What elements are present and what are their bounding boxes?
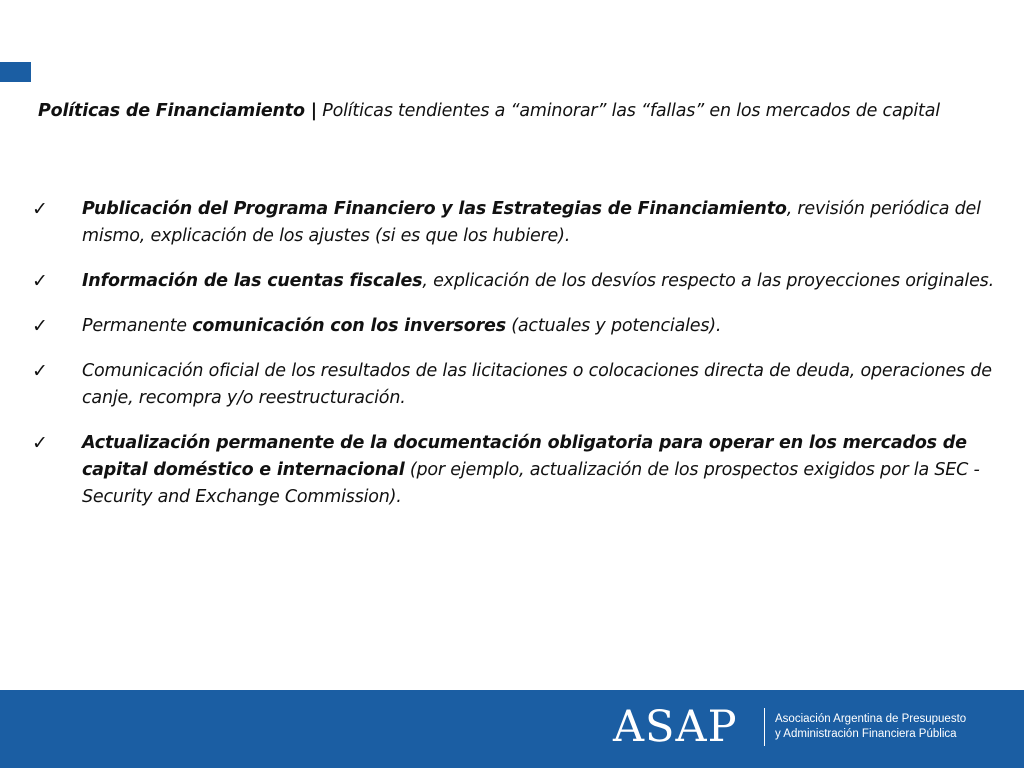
bullet-item [30, 268, 1000, 295]
bullet-lead: Permanente [82, 316, 193, 336]
title-rest: Políticas tendientes a “aminorar” las “fallas” en los mercados de capital [316, 101, 940, 121]
bullet-list [30, 196, 1000, 529]
org-line-1: Asociación Argentina de Presupuesto [775, 713, 967, 725]
bullet-text: (por ejemplo, actualización de los prospectos exigidos por la SEC - Security and Exchange Commission). [82, 460, 980, 507]
bullet-item [30, 358, 1000, 412]
footer-bar [0, 690, 1024, 768]
bullet-lead: Comunicación oficial de los resultados de las licitaciones o colocaciones directa de deuda, operaciones de canje, recompra y/o reestructuración. [82, 361, 992, 408]
asap-logo: ASAP [613, 702, 738, 752]
accent-square [0, 62, 31, 82]
bullet-bold: Publicación del Programa Financiero y las Estrategias de Financiamiento [82, 199, 787, 219]
bullet-bold: comunicación con los inversores [192, 316, 506, 336]
bullet-text: , explicación de los desvíos respecto a las proyecciones originales. [422, 271, 994, 291]
bullet-item [30, 430, 1000, 511]
bullet-bold: Información de las cuentas fiscales [82, 271, 423, 291]
check-mark-icon: ✓ [32, 198, 48, 220]
org-line-2: y Administración Financiera Pública [775, 728, 957, 740]
bullet-item [30, 196, 1000, 250]
title-bold: Políticas de Financiamiento | [38, 101, 317, 121]
bullet-item [30, 313, 1000, 340]
bullet-bold: Actualización permanente de la documentación obligatoria para operar en los mercados de capital doméstico e internacional [82, 433, 967, 480]
organization-name [775, 712, 966, 742]
check-mark-icon: ✓ [32, 270, 48, 292]
slide-title [38, 101, 1008, 121]
footer-divider [764, 708, 765, 746]
check-mark-icon: ✓ [32, 432, 48, 454]
check-mark-icon: ✓ [32, 315, 48, 337]
check-mark-icon: ✓ [32, 360, 48, 382]
bullet-text: (actuales y potenciales). [505, 316, 722, 336]
bullet-text: , revisión periódica del mismo, explicación de los ajustes (si es que los hubiere). [82, 199, 981, 246]
